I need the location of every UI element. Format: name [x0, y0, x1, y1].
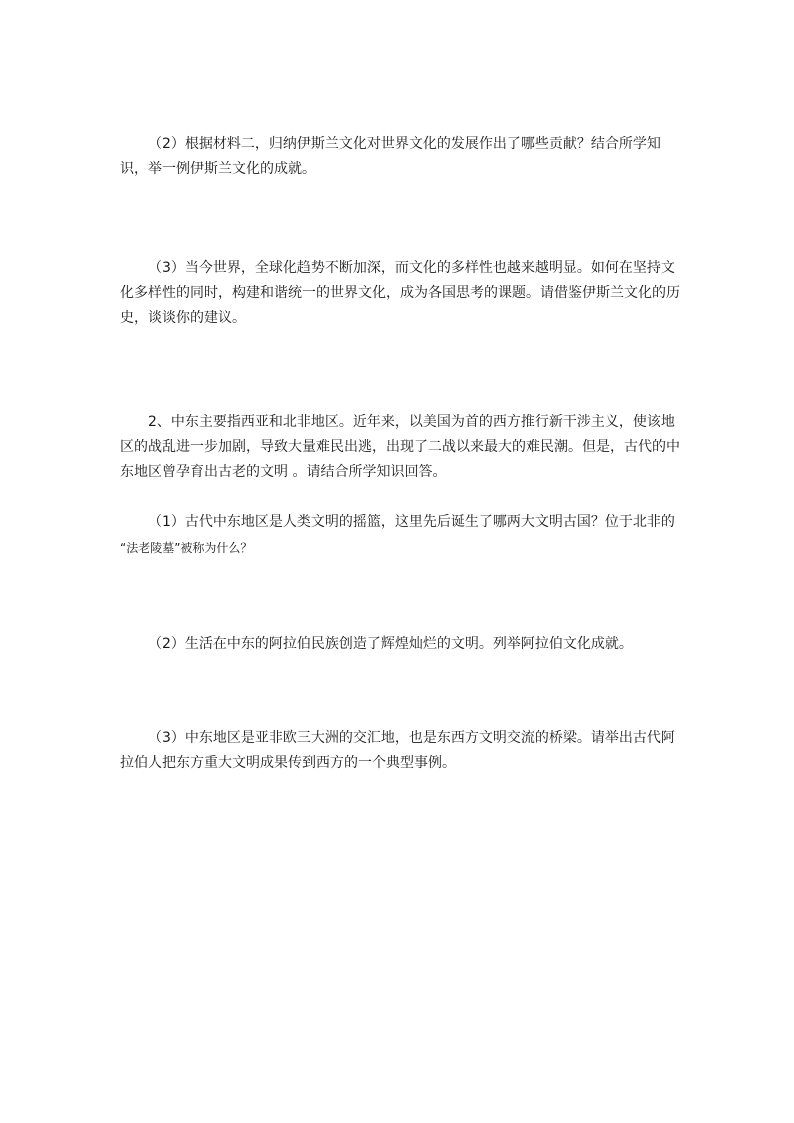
question-1-part-3: （3）当今世界，全球化趋势不断加深，而文化的多样性也越来越明显。如何在坚持文化多样性的同时，构建和谐统一的世界文化，成为各国思考的课题。请借鉴伊斯兰文化的历史，谈谈你的建议。: [120, 260, 680, 326]
question-2-part-1-line-1: （1）古代中东地区是人类文明的摇篮，这里先后诞生了哪两大文明古国？位于北非的: [148, 514, 675, 530]
question-2-part-1-line-2: “法老陵墓”被称为什么？: [120, 541, 253, 555]
question-1-part-2: （2）根据材料二，归纳伊斯兰文化对世界文化的发展作出了哪些贡献？结合所学知识，举一例伊斯兰文化的成就。: [120, 136, 661, 177]
question-2-intro: 2、中东主要指西亚和北非地区。近年来，以美国为首的西方推行新干涉主义，使该地区的战乱进一步加剧，导致大量难民出逃，出现了二战以来最大的难民潮。但是，古代的中东地区曾孕育出古老的文明 。请结合所学知识回答。: [120, 414, 680, 480]
question-2-part-2: （2）生活在中东的阿拉伯民族创造了辉煌灿烂的文明。列举阿拉伯文化成就。: [148, 636, 633, 652]
question-2-part-3: （3）中东地区是亚非欧三大洲的交汇地，也是东西方文明交流的桥梁。请举出古代阿拉伯人把东方重大文明成果传到西方的一个典型事例。: [120, 730, 675, 771]
